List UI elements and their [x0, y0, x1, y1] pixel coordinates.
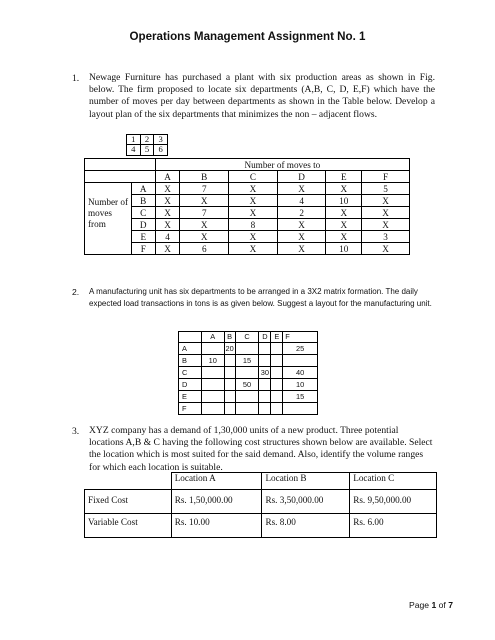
table-cell: 4: [155, 231, 180, 243]
table-cell: 10: [326, 243, 362, 255]
table-cell: [271, 367, 283, 379]
grid-cell: 2: [140, 135, 154, 145]
table-cell: [271, 379, 283, 391]
q2-number: 2.: [72, 287, 80, 297]
column-header: B: [180, 171, 229, 183]
table-cell: X: [326, 231, 362, 243]
row-header: E: [179, 391, 202, 403]
table-cell: [259, 391, 271, 403]
table-cell: [235, 403, 259, 415]
column-header: Location B: [262, 473, 350, 490]
column-header: D: [277, 171, 326, 183]
plant-grid: [126, 134, 168, 156]
table-cell: X: [155, 219, 180, 231]
table-cell: [271, 343, 283, 355]
column-header: F: [362, 171, 410, 183]
table-cell: X: [277, 219, 326, 231]
total-pages: 7: [448, 600, 453, 610]
table-cell: X: [229, 207, 278, 219]
table-cell: X: [180, 219, 229, 231]
table-cell: [201, 391, 224, 403]
column-header: E: [271, 332, 283, 343]
table-cell: [283, 403, 318, 415]
page-footer: [409, 600, 453, 610]
row-header: D: [131, 219, 155, 231]
table-cell: 15: [283, 391, 318, 403]
row-header: F: [131, 243, 155, 255]
table-cell: [235, 367, 259, 379]
grid-cell: 4: [127, 145, 141, 155]
table-cell: [259, 355, 271, 367]
table-cell: [224, 367, 235, 379]
table-cell: X: [155, 183, 180, 195]
moves-to-header: Number of moves to: [155, 159, 409, 171]
table-cell: X: [326, 219, 362, 231]
row-header: Variable Cost: [85, 514, 172, 538]
row-header: B: [131, 195, 155, 207]
table-cell: X: [155, 243, 180, 255]
cost-table: [84, 472, 437, 538]
table-cell: X: [155, 195, 180, 207]
table-cell: Rs. 6.00: [350, 514, 437, 538]
of-word: of: [438, 600, 446, 610]
table-cell: X: [180, 195, 229, 207]
column-header: A: [155, 171, 180, 183]
column-header: D: [259, 332, 271, 343]
row-header: F: [179, 403, 202, 415]
column-header: E: [326, 171, 362, 183]
table-cell: X: [277, 183, 326, 195]
row-header: A: [131, 183, 155, 195]
table-cell: X: [180, 231, 229, 243]
document-title: Operations Management Assignment No. 1: [129, 30, 366, 43]
table-cell: [235, 391, 259, 403]
table-cell: [235, 343, 259, 355]
row-header: A: [179, 343, 202, 355]
table-cell: Rs. 10.00: [171, 514, 262, 538]
table-cell: [201, 343, 224, 355]
table-cell: 20: [225, 343, 234, 353]
table-cell: X: [229, 183, 278, 195]
q3-text: XYZ company has a demand of 1,30,000 units of a new product. Three potential locations A,B & C having the following cost structures shown below are available. Select the location which is most suited for the said demand. Also, identify the volume ranges for which each location is suitable.: [89, 425, 433, 473]
table-cell: X: [362, 219, 410, 231]
table-cell: 10: [326, 195, 362, 207]
table-cell: [224, 379, 235, 391]
column-header: Location A: [171, 473, 262, 490]
table-cell: [224, 391, 235, 403]
column-header: F: [283, 332, 318, 343]
column-header: C: [235, 332, 259, 343]
table-cell: X: [326, 207, 362, 219]
table-cell: 2: [277, 207, 326, 219]
table-cell: X: [326, 183, 362, 195]
table-cell: Rs. 8.00: [262, 514, 350, 538]
table-cell: 8: [229, 219, 278, 231]
table-cell: 25: [283, 343, 318, 355]
table-cell: [224, 355, 235, 367]
row-header: B: [179, 355, 202, 367]
corner-cell: [179, 332, 202, 343]
table-cell: X: [362, 207, 410, 219]
q1-number: 1.: [72, 73, 80, 84]
table-cell: [271, 403, 283, 415]
table-cell: [259, 379, 271, 391]
column-header: Location C: [350, 473, 437, 490]
table-cell: 50: [235, 379, 259, 391]
table-cell: 3: [362, 231, 410, 243]
table-cell: Rs. 9,50,000.00: [350, 490, 437, 514]
column-header: C: [229, 171, 278, 183]
grid-cell: 3: [154, 135, 168, 145]
table-cell: 40: [283, 367, 318, 379]
table-cell: X: [362, 243, 410, 255]
table-cell: Rs. 3,50,000.00: [262, 490, 350, 514]
q2-text: A manufacturing unit has six departments to be arranged in a 3X2 matrix formation. The daily expected load transactions in tons is as given below. Suggest a layout for the manufacturing unit.: [89, 287, 432, 309]
current-page: 1: [431, 600, 437, 610]
corner-cell: [85, 473, 172, 490]
table-cell: X: [362, 195, 410, 207]
q1-text: Newage Furniture has purchased a plant with six production areas as shown in Fig. below. The firm proposed to locate six departments (A,B, C, D, E,F) which have the number of moves per day between departments as shown in the Table below. Develop a layout plan of the six departments that minimizes the non – adjacent flows.: [89, 72, 435, 120]
table-cell: X: [229, 243, 278, 255]
table-cell: 10: [283, 379, 318, 391]
q3-number: 3.: [72, 426, 80, 437]
table-cell: 7: [180, 183, 229, 195]
table-cell: [224, 403, 235, 415]
grid-cell: 1: [127, 135, 141, 145]
table-cell: 15: [235, 355, 259, 367]
row-header: E: [131, 231, 155, 243]
table-cell: 7: [180, 207, 229, 219]
table-cell: [201, 367, 224, 379]
table-cell: X: [277, 231, 326, 243]
table-cell: [259, 343, 271, 355]
table-cell: [201, 403, 224, 415]
table-cell: [271, 355, 283, 367]
table-cell: X: [229, 195, 278, 207]
table-cell: 10: [201, 355, 224, 367]
row-header: Fixed Cost: [85, 490, 172, 514]
table-cell: 6: [180, 243, 229, 255]
table-cell: [201, 379, 224, 391]
row-header: C: [131, 207, 155, 219]
corner-cell: [85, 159, 156, 171]
grid-cell: 6: [154, 145, 168, 155]
table-cell: X: [229, 231, 278, 243]
blank-cell: [85, 171, 156, 183]
table-cell: [283, 355, 318, 367]
table-cell: 30: [260, 367, 269, 377]
table-cell: [271, 391, 283, 403]
moves-table: [84, 158, 410, 255]
column-header: A: [201, 332, 224, 343]
page-word: Page: [409, 600, 430, 610]
table-cell: 4: [277, 195, 326, 207]
table-cell: X: [155, 207, 180, 219]
table-cell: X: [277, 243, 326, 255]
load-table: [178, 331, 318, 415]
column-header: B: [224, 332, 235, 343]
row-header: C: [179, 367, 202, 379]
grid-cell: 5: [140, 145, 154, 155]
table-cell: [259, 403, 271, 415]
moves-from-label: Number of moves from: [85, 183, 132, 255]
table-cell: 5: [362, 183, 410, 195]
row-header: D: [179, 379, 202, 391]
table-cell: Rs. 1,50,000.00: [171, 490, 262, 514]
